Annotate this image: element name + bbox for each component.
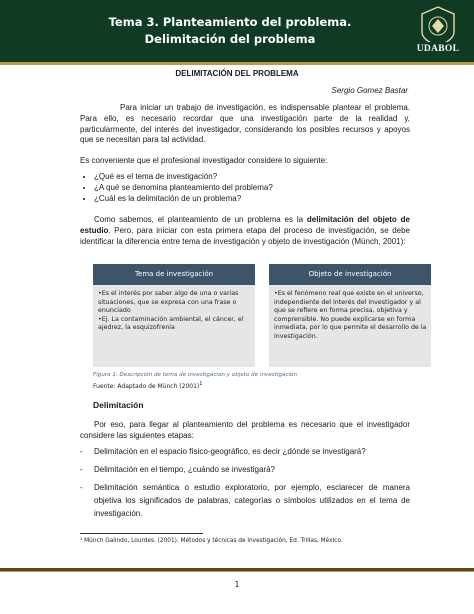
footnote-divider <box>80 533 203 534</box>
stage-text: Delimitación semántica o estudio exploratorio, por ejemplo, esclarecer de manera objetiva los significados de palabras, categorías o símbolos utilizados en el tema de investigación. <box>94 483 410 518</box>
consider-paragraph: Es conveniente que el profesional investigador considere lo siguiente: <box>80 156 328 165</box>
author-name: Sergio Gomez Bastar <box>331 86 408 95</box>
list-marker: - <box>80 465 83 474</box>
university-logo <box>410 4 466 60</box>
comparison-figure <box>93 264 431 367</box>
list-item: • ¿Cuál es la delimitación de un problema? <box>94 194 414 205</box>
emphasis-text: delimitación del objeto de estudio <box>80 215 410 235</box>
list-marker: - <box>80 447 83 456</box>
header-title: Tema 3. Planteamiento del problema. Delimitación del problema <box>108 15 352 46</box>
paragraph-text: Como sabemos, el planteamiento de un problema es la <box>94 215 307 224</box>
object-column-header: Objeto de investigación <box>269 264 431 285</box>
intro-paragraph: Para iniciar un trabajo de investigación, es indispensable plantear el problema. Para ello, es necesario recordar que una investigación parte de la realidad y, particularmente, del interés del investigador, considerando los posibles recursos y apoyos que se necesitan para tal actividad. <box>80 103 410 145</box>
logo-text: UDABOL <box>416 44 460 54</box>
footnote: ¹ Münch Galindo, Lourdes. (2001). Métodos y técnicas de investigación, Ed. Trillas, México. <box>80 538 343 544</box>
source-text: Fuente: Adaptado de Münch (2001) <box>93 383 200 390</box>
stage-text: Delimitación en el tiempo, ¿cuándo se investigará? <box>94 465 275 474</box>
list-item <box>80 445 410 458</box>
topic-column-body <box>93 285 255 333</box>
section-title: Delimitación <box>93 400 144 410</box>
topic-column-header: Tema de investigación <box>93 264 255 285</box>
question-list <box>80 172 414 204</box>
topic-item: •Es el interés por saber algo de una o varias situaciones, que se expresa con una frase o enunciado <box>98 290 239 315</box>
object-item: •Es el fenómeno real que existe en el universo, independiente del interés del investigador y al que se refiere en forma precisa, objetiva y comprensible. No puede explicarse en forma inmediata, por lo que permite el desarrollo de la investigación. <box>274 290 427 340</box>
stages-intro-paragraph: Por eso, para llegar al planteamiento del problema es necesario que el investigador considere las siguientes etapas: <box>80 420 410 440</box>
figure-source <box>93 381 202 390</box>
figure-caption: Figura 1. Descripción de tema de investigación y objeto de investigación <box>93 372 298 378</box>
list-item: • ¿Qué es el tema de investigación? <box>94 172 414 183</box>
stages-list <box>80 445 410 525</box>
list-item <box>80 463 410 476</box>
stage-text: Delimitación en el espacio físico-geográfico, es decir ¿dónde se investigará? <box>94 447 366 456</box>
object-column <box>269 264 431 367</box>
object-column-body <box>269 285 431 342</box>
page-header <box>0 0 474 62</box>
footnote-ref: 1 <box>199 381 203 387</box>
page-number: 1 <box>234 580 240 589</box>
footer-divider-accent <box>0 571 474 572</box>
document-title: DELIMITACIÓN DEL PROBLEMA <box>175 69 299 78</box>
topic-item: •Ej. La contaminación ambiental, el cáncer, el ajedrez, la esquizofrenia <box>98 315 244 332</box>
definition-paragraph <box>80 215 410 247</box>
header-divider <box>0 62 474 65</box>
list-item: • ¿A qué se denomina planteamiento del problema? <box>94 183 414 194</box>
paragraph-text: . Pero, para iniciar con esta primera etapa del proceso de investigación, se debe identificar la diferencia entre tema de investigación y objeto de investigación (Münch, 2001): <box>80 225 410 246</box>
list-marker: - <box>80 483 83 492</box>
list-item <box>80 481 410 520</box>
topic-column <box>93 264 255 367</box>
